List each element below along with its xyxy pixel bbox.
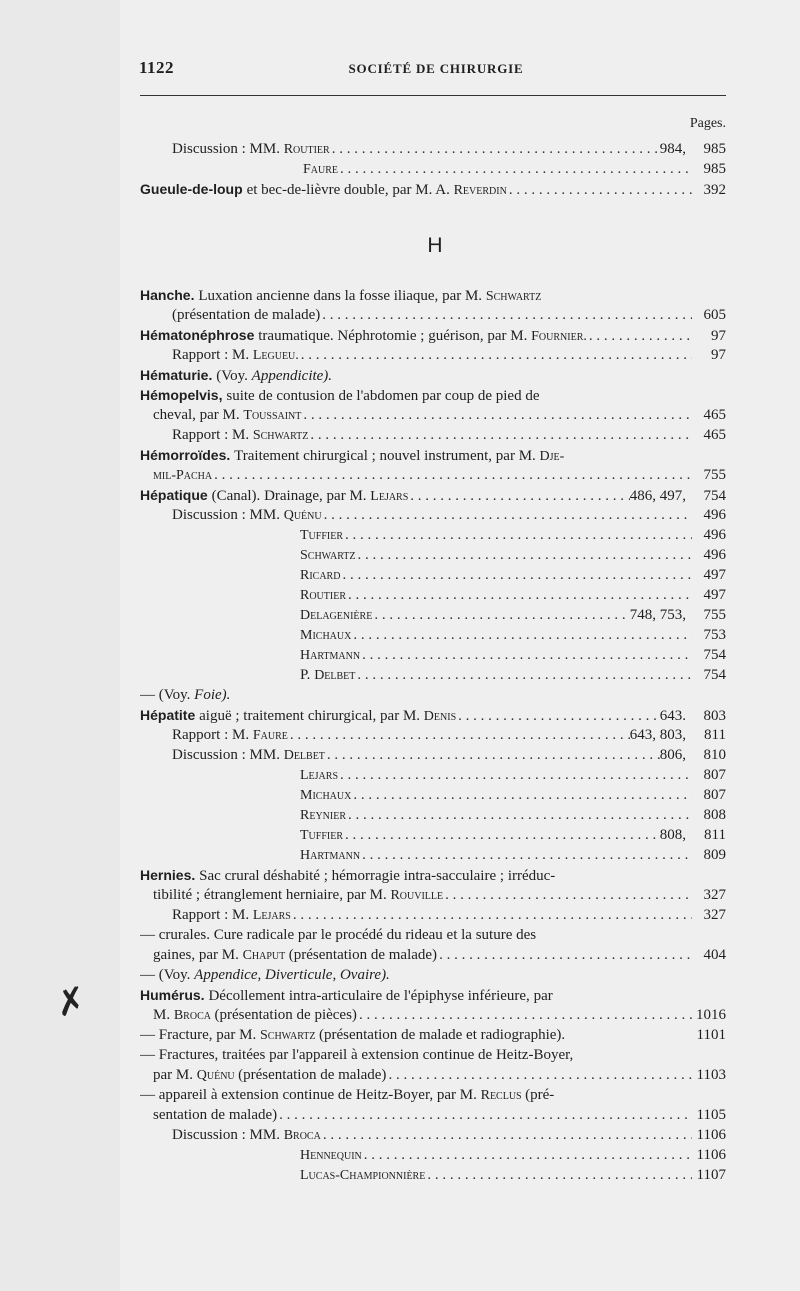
entry-page-refs: 748, 753, — [629, 607, 686, 623]
entry-text: Humérus. Décollement intra-articulaire de l'épiphyse inférieure, par — [140, 987, 553, 1004]
entry-page-number: 808 — [703, 807, 726, 823]
dot-leader — [362, 1145, 692, 1165]
entry-text: Rapport : M. Legueu. — [172, 347, 299, 363]
index-entry-line — [153, 1105, 726, 1125]
entry-page-number: 497 — [703, 567, 726, 583]
index-entry-line — [140, 705, 726, 725]
dot-leader — [301, 405, 692, 425]
entry-text: — (Voy. Foie). — [140, 687, 231, 703]
entry-text: mil-Pacha — [153, 468, 213, 483]
entry-page-refs: 984, — [659, 141, 686, 157]
index-entry-line — [153, 945, 726, 965]
entry-page-refs: 806, — [659, 747, 686, 763]
entry-text: Delagenière — [300, 608, 373, 623]
entry-page-number: 1106 — [696, 1147, 726, 1163]
entry-text: Gueule-de-loup et bec-de-lièvre double, par M. A. Reverdin — [140, 181, 507, 198]
entry-text: Hématonéphrose traumatique. Néphrotomie ; guérison, par M. Fournier. — [140, 327, 587, 344]
index-entry-line — [153, 885, 726, 905]
index-entry-line — [300, 565, 726, 585]
header-rule — [140, 95, 726, 96]
dot-leader — [346, 585, 692, 605]
entry-text: Tuffier — [300, 528, 344, 543]
dot-leader — [456, 706, 660, 725]
entry-text: Discussion : MM. Quénu — [172, 507, 322, 523]
entry-page-number: 392 — [703, 182, 726, 198]
index-entry-line — [172, 905, 726, 925]
index-entry-line — [300, 605, 726, 625]
entry-page-number: 811 — [704, 727, 726, 743]
dot-leader — [325, 745, 660, 765]
index-entry-line — [140, 365, 726, 385]
entry-page-number: 465 — [703, 407, 726, 423]
dot-leader — [386, 1065, 692, 1085]
entry-text: Discussion : MM. Delbet — [172, 747, 325, 763]
entry-page-refs: 643, 803, — [629, 727, 686, 743]
index-entry-line — [140, 1045, 726, 1065]
dot-leader — [343, 825, 660, 845]
dot-leader — [346, 805, 692, 825]
dot-leader — [355, 665, 692, 685]
entry-text: Hernies. Sac crural déshabité ; hémorragie intra-sacculaire ; irréduc- — [140, 867, 556, 884]
index-entry-line — [140, 285, 726, 305]
index-entry-line — [140, 485, 726, 505]
entry-page-number: 97 — [711, 347, 726, 363]
entry-text: Schwartz — [300, 548, 356, 563]
entry-page-number: 327 — [703, 907, 726, 923]
entry-text: Hématurie. (Voy. Appendicite). — [140, 367, 333, 384]
index-entry-line — [300, 765, 726, 785]
entry-text: — (Voy. Appendice, Diverticule, Ovaire). — [140, 967, 390, 983]
page-edge-shadow — [0, 0, 120, 1291]
index-entry-line — [300, 1145, 726, 1165]
entry-page-number: 496 — [703, 547, 726, 563]
index-entry-line — [172, 745, 726, 765]
index-entry-line — [153, 405, 726, 425]
entry-page-number: 810 — [703, 747, 726, 763]
entry-text: M. Broca (présentation de pièces) — [153, 1007, 357, 1023]
entry-page-number: 97 — [711, 328, 726, 344]
dot-leader — [357, 1005, 692, 1025]
entry-page-number: 1106 — [696, 1127, 726, 1143]
index-entry-line — [140, 685, 726, 705]
index-entry-line — [140, 1085, 726, 1105]
index-entry-line — [300, 785, 726, 805]
index-entry-line — [172, 425, 726, 445]
entry-text: Michaux — [300, 788, 352, 803]
dot-leader — [360, 845, 692, 865]
index-entry-line — [172, 139, 726, 159]
index-entry-line — [172, 725, 726, 745]
entry-text: — Fracture, par M. Schwartz (présentation de malade et radiographie). — [140, 1027, 566, 1043]
entry-text: tibilité ; étranglement herniaire, par M. Rouville — [153, 887, 444, 903]
dot-leader — [425, 1165, 692, 1185]
index-entry-line — [300, 825, 726, 845]
entry-page-number: 1103 — [696, 1067, 726, 1083]
entry-page-refs: 808, — [659, 827, 686, 843]
entry-text: — Fractures, traitées par l'appareil à extension continue de Heitz-Boyer, — [140, 1047, 574, 1063]
index-entry-line — [300, 1165, 726, 1185]
entry-text: Reynier — [300, 808, 346, 823]
index-entry-line — [172, 305, 726, 325]
dot-leader — [507, 180, 692, 199]
entry-page-number: 497 — [703, 587, 726, 603]
entry-text: Faure — [303, 162, 339, 177]
entry-page-number: 754 — [703, 488, 726, 504]
index-entry-line — [300, 805, 726, 825]
index-entry-line — [300, 585, 726, 605]
entry-text: Hartmann — [300, 648, 361, 663]
index-entry-line — [140, 325, 726, 345]
entry-text: Hépatique (Canal). Drainage, par M. Lejars — [140, 487, 409, 504]
dot-leader — [338, 159, 692, 179]
entry-page-number: 809 — [703, 847, 726, 863]
dot-leader — [587, 326, 692, 345]
index-entry-line — [300, 525, 726, 545]
index-entry-line — [140, 985, 726, 1005]
entry-text: par M. Quénu (présentation de malade) — [153, 1067, 387, 1083]
entry-text: P. Delbet — [300, 667, 356, 683]
dot-leader — [408, 486, 629, 505]
running-title: SOCIÉTÉ DE CHIRURGIE — [348, 61, 524, 76]
index-entry-line — [300, 545, 726, 565]
index-entry-line — [303, 159, 726, 179]
entry-text: (présentation de malade) — [172, 307, 321, 323]
entry-text: Lucas-Championnière — [300, 1168, 426, 1183]
dot-leader — [340, 565, 692, 585]
entry-page-number: 1105 — [696, 1107, 726, 1123]
entry-page-refs: 486, 497, — [629, 488, 686, 504]
dot-leader — [288, 725, 630, 745]
entry-text: sentation de malade) — [153, 1107, 278, 1123]
entry-page-number: 985 — [703, 141, 726, 157]
index-entry-line — [153, 1065, 726, 1085]
entry-page-number: 404 — [703, 947, 726, 963]
entry-page-number: 1107 — [696, 1167, 726, 1183]
dot-leader — [322, 505, 692, 525]
dot-leader — [360, 645, 692, 665]
index-entry-line — [140, 385, 726, 405]
index-entry-line — [153, 465, 726, 485]
dot-leader — [330, 139, 660, 159]
index-entry-line — [172, 1125, 726, 1145]
entry-page-number: 803 — [703, 708, 726, 724]
index-entry-line — [300, 645, 726, 665]
dot-leader — [320, 305, 692, 325]
entry-text: Rapport : M. Lejars — [172, 907, 291, 923]
index-entry-line — [172, 505, 726, 525]
dot-leader — [291, 905, 692, 925]
entry-page-number: 327 — [703, 887, 726, 903]
dot-leader — [343, 525, 692, 545]
index-entry-line — [140, 1025, 726, 1045]
entry-text: Michaux — [300, 628, 352, 643]
entry-page-number: 811 — [704, 827, 726, 843]
dot-leader — [351, 785, 692, 805]
entry-page-number: 755 — [703, 467, 726, 483]
dot-leader — [356, 545, 692, 565]
page-number: 1122 — [139, 58, 175, 77]
entry-text: Hépatite aiguë ; traitement chirurgical, par M. Denis — [140, 707, 457, 724]
dot-leader — [372, 605, 629, 625]
entry-page-number: 1101 — [696, 1027, 726, 1043]
index-entry-line — [153, 1005, 726, 1025]
entry-page-number: 1016 — [696, 1007, 726, 1023]
entry-page-number: 755 — [703, 607, 726, 623]
dot-leader — [308, 425, 692, 445]
index-entry-line — [300, 625, 726, 645]
dot-leader — [351, 625, 692, 645]
index-entry-line — [300, 845, 726, 865]
entry-text: Hémopelvis, suite de contusion de l'abdomen par coup de pied de — [140, 387, 540, 404]
entry-text: Hennequin — [300, 1148, 362, 1163]
index-entry-line — [300, 665, 726, 685]
dot-leader — [437, 945, 692, 965]
entry-text: Hartmann — [300, 848, 361, 863]
section-letter: H — [427, 234, 443, 257]
entry-page-number: 465 — [703, 427, 726, 443]
entry-text: Tuffier — [300, 828, 344, 843]
entry-page-number: 754 — [703, 667, 726, 683]
dot-leader — [321, 1125, 692, 1145]
entry-text: Hémorroïdes. Traitement chirurgical ; nouvel instrument, par M. Dje- — [140, 447, 565, 464]
entry-text: Rapport : M. Schwartz — [172, 427, 309, 443]
entry-page-number: 496 — [703, 527, 726, 543]
dot-leader — [299, 345, 692, 365]
entry-text: Hanche. Luxation ancienne dans la fosse iliaque, par M. Schwartz — [140, 287, 542, 304]
entry-text: Rapport : M. Faure — [172, 727, 288, 743]
entry-text: Discussion : MM. Broca — [172, 1127, 321, 1143]
entry-page-number: 496 — [703, 507, 726, 523]
entry-page-number: 985 — [703, 161, 726, 177]
index-entry-line — [140, 965, 726, 985]
margin-cross-mark: ✗ — [52, 979, 91, 1026]
entry-text: — appareil à extension continue de Heitz-Boyer, par M. Reclus (pré- — [140, 1087, 555, 1103]
dot-leader — [338, 765, 692, 785]
entry-text: gaines, par M. Chaput (présentation de malade) — [153, 947, 438, 963]
dot-leader — [277, 1105, 692, 1125]
dot-leader — [443, 885, 692, 905]
entry-page-number: 754 — [703, 647, 726, 663]
entry-text: Routier — [300, 588, 346, 603]
entry-page-number: 807 — [703, 787, 726, 803]
pages-column-label: Pages. — [689, 116, 726, 131]
index-entry-line — [140, 865, 726, 885]
entry-text: Discussion : MM. Routier — [172, 141, 330, 157]
index-entry-line — [172, 345, 726, 365]
entry-text: Lejars — [300, 768, 339, 783]
entry-page-number: 807 — [703, 767, 726, 783]
index-entry-line — [140, 925, 726, 945]
entry-text: Ricard — [300, 568, 341, 583]
entry-text: cheval, par M. Toussaint — [153, 407, 302, 423]
dot-leader — [212, 465, 692, 485]
entry-page-number: 753 — [703, 627, 726, 643]
index-entry-line — [140, 445, 726, 465]
entry-page-number: 605 — [703, 307, 726, 323]
entry-text: — crurales. Cure radicale par le procédé du rideau et la suture des — [140, 927, 537, 943]
index-entry-line — [140, 179, 726, 199]
entry-page-refs: 643. — [659, 708, 686, 724]
